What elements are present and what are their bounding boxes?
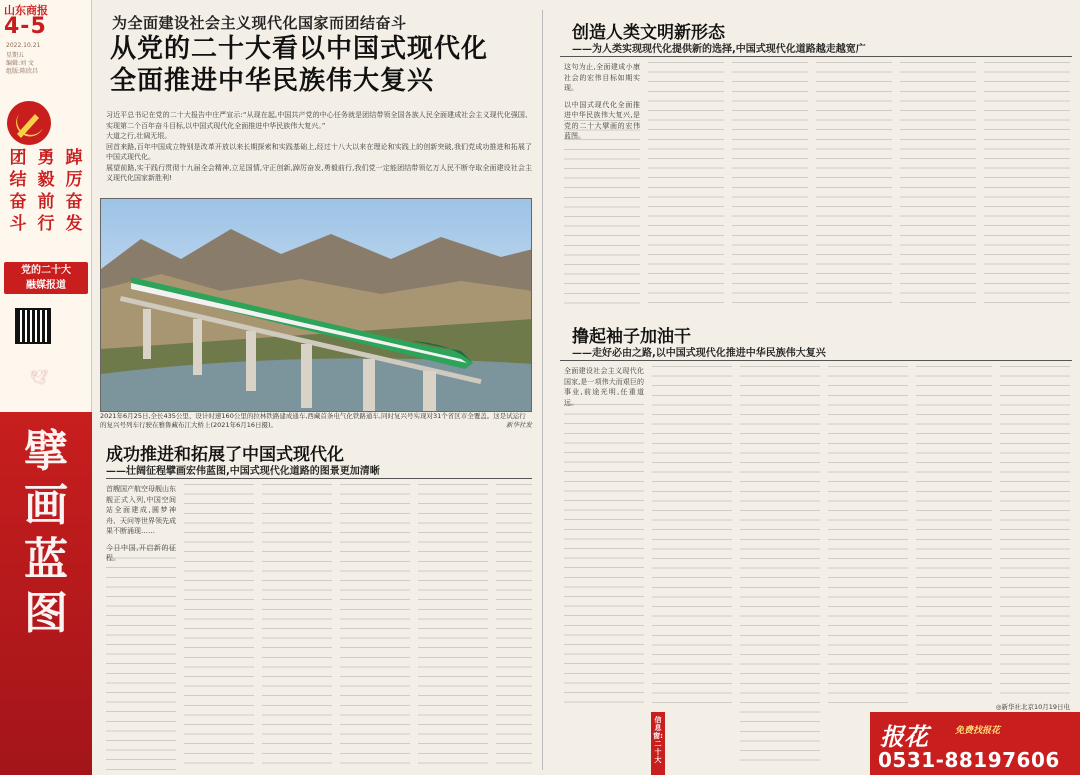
slogan-char: 奋 xyxy=(9,192,27,212)
lead-paragraph: 习近平总书记在党的二十大报告中庄严宣示:“从现在起,中国共产党的中心任务就是团结带领全国各族人民全面建成社会主义现代化强国、实现第二个百年奋斗目标,以中国式现代化全面推进中华民族伟大复兴。” xyxy=(106,111,532,130)
train-bridge-image xyxy=(101,199,532,412)
rule xyxy=(560,56,1072,57)
slogan-char: 奋 xyxy=(65,192,83,212)
article2-title: 成功推进和拓展了中国式现代化 xyxy=(106,445,344,465)
paper-brand: 山东商报 xyxy=(4,4,48,17)
column-badge xyxy=(4,262,88,294)
calligraphy-char: 图 xyxy=(24,588,68,639)
article4-title: 撸起袖子加油干 xyxy=(572,327,691,347)
body-text-block xyxy=(496,484,532,770)
rule xyxy=(106,478,532,479)
article1-kicker: 为全面建设社会主义现代化国家而团结奋斗 xyxy=(112,14,407,32)
ad-title: 报花 xyxy=(880,723,928,751)
article1-headline-1: 从党的二十大看以中国式现代化 xyxy=(110,34,489,64)
body-text-block xyxy=(564,120,640,310)
calligraphy-title xyxy=(8,425,84,641)
body-text-block xyxy=(828,366,908,706)
article3-title: 创造人类文明新形态 xyxy=(572,23,725,43)
ad-phone-number: 0531-88197606 xyxy=(878,748,1060,772)
body-text-block xyxy=(740,366,820,766)
article1-headline-2: 全面推进中华民族伟大复兴 xyxy=(110,66,435,96)
photo-credit: 新华社发 xyxy=(506,421,532,429)
article4-intro: 全面建设社会主义现代化国家,是一项伟大而艰巨的事业,前途光明,任重道远。 xyxy=(564,367,644,407)
body-text-block xyxy=(564,404,644,704)
body-text-block xyxy=(262,484,332,770)
dateline: ◎新华社北京10月19日电 xyxy=(995,703,1070,711)
body-text-block xyxy=(648,62,724,310)
article4-subtitle: ——走好必由之路,以中国式现代化推进中华民族伟大复兴 xyxy=(572,348,826,359)
body-text-block xyxy=(106,548,176,770)
slogan-char: 厉 xyxy=(65,170,83,190)
slogan-char: 毅 xyxy=(37,170,55,190)
train-photo xyxy=(100,198,532,412)
designer-credit: 组版:陈欣昌 xyxy=(6,68,39,75)
slogan-char: 勇 xyxy=(37,148,55,168)
party-emblem-icon xyxy=(5,96,53,150)
lead-paragraph: 回首来路,百年中国成立特别是改革开放以来长期探索和实践基础上,经过十八大以来在理论和实践上的创新突破,我们党成功推进和拓展了中国式现代化。 xyxy=(106,142,532,161)
body-text-block xyxy=(1000,366,1070,696)
body-text-block xyxy=(916,366,992,696)
article3-paragraph: 这句为止,全面建成小康社会的宏伟目标如期实现。 xyxy=(564,63,640,92)
body-text-block xyxy=(816,62,892,310)
lead-paragraph: 展望前路,实干践行贯彻十九届全会精神,立足国情,守正创新,踔厉奋发,勇毅前行,我们党一定能团结带领亿万人民不断夺取全面建设社会主义现代化国家新胜利! xyxy=(106,163,532,182)
article1-lead xyxy=(106,110,532,184)
body-text-block xyxy=(184,484,254,770)
slogan-char: 行 xyxy=(37,214,55,234)
article3-subtitle: ——为人类实现现代化提供新的选择,中国式现代化道路越走越宽广 xyxy=(572,44,866,55)
badge-line-1: 党的二十大 xyxy=(21,265,71,276)
photo-caption xyxy=(100,412,532,430)
slogan-char: 结 xyxy=(9,170,27,190)
article2-subtitle: ——壮阔征程擘画宏伟蓝图,中国式现代化道路的图景更加清晰 xyxy=(106,466,380,477)
rule xyxy=(560,360,1072,361)
issue-date: 2022.10.21 xyxy=(6,42,41,49)
article2-paragraph: 今日中国,开启新的征程。 xyxy=(106,543,176,562)
article2-paragraph: 首艘国产航空母舰山东舰正式入列,中国空间站全面建成,圆梦神舟、天问等世界领先成果不断涌现…… xyxy=(106,485,176,535)
body-text-block xyxy=(652,366,732,706)
body-text-block xyxy=(984,62,1070,310)
gutter-rule xyxy=(542,10,543,770)
calligraphy-char: 蓝 xyxy=(24,534,68,585)
slogan-char: 前 xyxy=(37,192,55,212)
qr-code-icon[interactable] xyxy=(15,308,51,344)
slogan-char: 踔 xyxy=(65,148,83,168)
issue-weekday: 星期五 xyxy=(6,52,25,59)
gutter-text: 信息窗:二十大 xyxy=(653,716,663,764)
ad-slogan: 免费找报花 xyxy=(955,726,1001,736)
body-text-block xyxy=(340,484,410,770)
slogan-grid xyxy=(4,148,88,234)
caption-text: 2021年6月25日,全长435公里、设计时速160公里的拉林铁路建成通车,西藏首条电气化铁路通车,同时复兴号实现对31个省区市全覆盖。这是试运行的复兴号列车行驶在雅鲁藏布江大桥上(2021年6月16日摄)。 xyxy=(100,412,526,429)
dove-icon: 🕊 xyxy=(30,370,48,386)
lead-paragraph: 大道之行,壮阔无垠。 xyxy=(106,132,172,140)
article3-paragraph: 以中国式现代化全面推进中华民族伟大复兴,是党的二十大擘画的宏伟蓝图。 xyxy=(564,100,640,140)
calligraphy-char: 擘 xyxy=(24,426,68,477)
slogan-char: 斗 xyxy=(9,214,27,234)
page-number: 4-5 xyxy=(4,14,47,39)
calligraphy-char: 画 xyxy=(24,480,68,531)
editor-credit: 编辑:刘 文 xyxy=(6,60,34,67)
slogan-char: 团 xyxy=(9,148,27,168)
badge-line-2: 融媒报道 xyxy=(26,280,66,291)
body-text-block xyxy=(418,484,488,770)
slogan-char: 发 xyxy=(65,214,83,234)
body-text-block xyxy=(732,62,808,310)
body-text-block xyxy=(900,62,976,310)
